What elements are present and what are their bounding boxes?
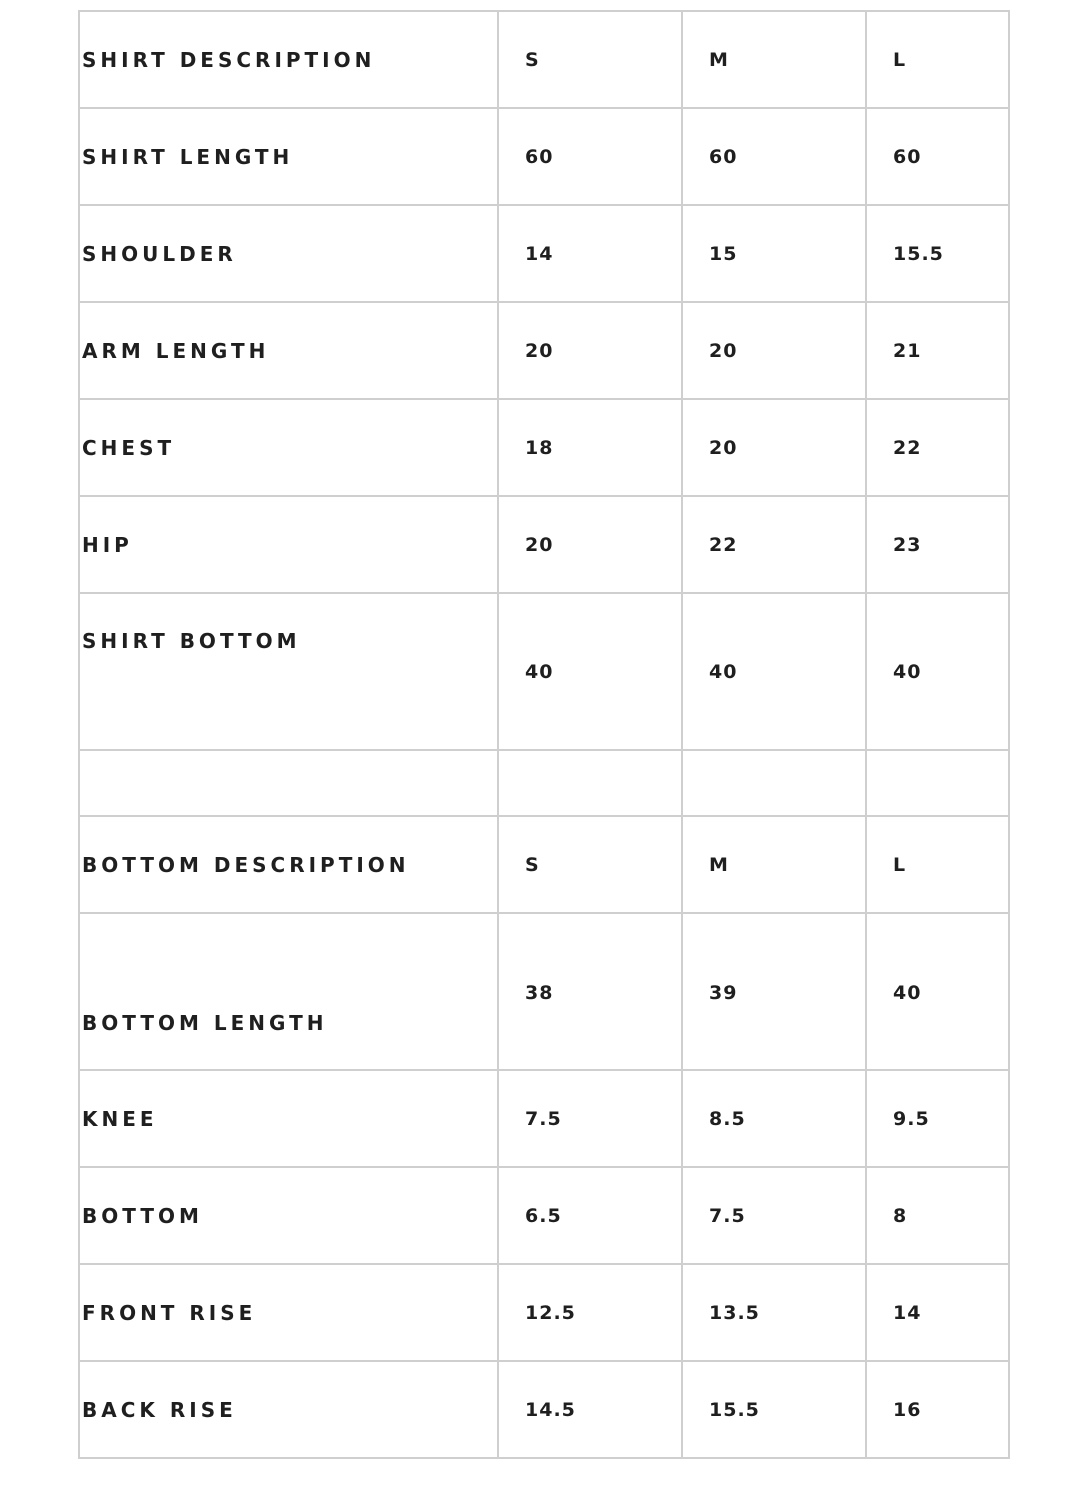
table-row [79,1070,1009,1167]
value-l: 40 [893,660,922,683]
row-label: SHIRT LENGTH [82,144,294,169]
size-l-header [866,11,1009,108]
value-m: 13.5 [709,1301,760,1324]
row-label: BOTTOM LENGTH [82,1011,328,1035]
value-s: 40 [525,660,554,683]
table-row [79,399,1009,496]
row-label: ARM LENGTH [82,338,270,363]
size-s-header [498,816,682,913]
value-l: 40 [893,982,922,1004]
value-s: 14.5 [525,1398,576,1421]
header-label: SHIRT DESCRIPTION [82,47,376,72]
row-label: SHOULDER [82,241,237,266]
value-m: 7.5 [709,1204,746,1227]
header-size-s: S [525,48,540,71]
value-s: 60 [525,145,554,168]
value-m: 8.5 [709,1107,746,1130]
row-label: BOTTOM [82,1203,203,1228]
row-label: BACK RISE [82,1397,237,1422]
value-s: 12.5 [525,1301,576,1324]
table-row [79,1361,1009,1458]
value-m: 15 [709,242,738,265]
value-l: 16 [893,1398,922,1421]
value-m: 20 [709,436,738,459]
blank-spacer-row [79,750,1009,816]
size-s-header [498,11,682,108]
table-row [79,496,1009,593]
row-label: CHEST [82,435,176,460]
table-row [79,108,1009,205]
value-m: 20 [709,339,738,362]
value-s: 6.5 [525,1204,562,1227]
header-label: BOTTOM DESCRIPTION [82,852,410,877]
table-row [79,593,1009,750]
header-size-m: M [709,853,729,876]
value-l: 15.5 [893,242,944,265]
value-m: 22 [709,533,738,556]
value-s: 7.5 [525,1107,562,1130]
header-size-l: L [893,853,907,876]
value-l: 22 [893,436,922,459]
value-m: 39 [709,982,738,1004]
value-l: 8 [893,1204,908,1227]
value-s: 20 [525,339,554,362]
value-s: 20 [525,533,554,556]
bottom-description-header [79,816,498,913]
bottom-header-row [79,816,1009,913]
size-m-header [682,11,866,108]
value-l: 14 [893,1301,922,1324]
header-size-m: M [709,48,729,71]
size-l-header [866,816,1009,913]
header-size-s: S [525,853,540,876]
table-row [79,1264,1009,1361]
table-row [79,913,1009,1070]
shirt-description-header [79,11,498,108]
table-row [79,302,1009,399]
table-row [79,1167,1009,1264]
value-s: 14 [525,242,554,265]
value-s: 18 [525,436,554,459]
value-l: 60 [893,145,922,168]
row-label: SHIRT BOTTOM [82,629,301,653]
table-row [79,205,1009,302]
value-s: 38 [525,982,554,1004]
row-label: KNEE [82,1106,158,1131]
shirt-header-row [79,11,1009,108]
row-label: HIP [82,532,133,557]
value-m: 15.5 [709,1398,760,1421]
size-chart-table [78,10,1010,1459]
row-label: FRONT RISE [82,1300,257,1325]
value-m: 40 [709,660,738,683]
value-l: 21 [893,339,922,362]
value-m: 60 [709,145,738,168]
header-size-l: L [893,48,907,71]
value-l: 23 [893,533,922,556]
value-l: 9.5 [893,1107,930,1130]
size-m-header [682,816,866,913]
